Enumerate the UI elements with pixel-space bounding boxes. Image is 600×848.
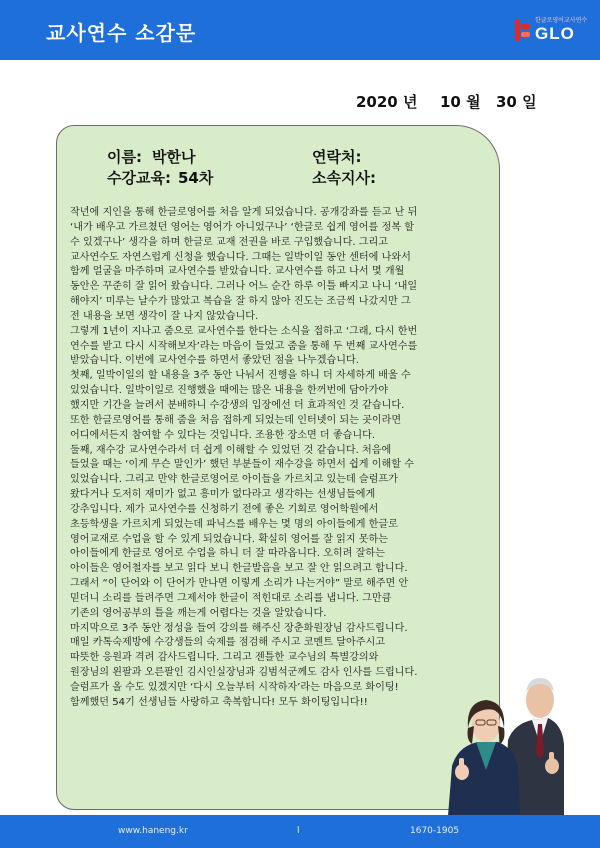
body-line: 따뜻한 응원과 격려 감사드립니다. 그리고 젠틀한 교수님의 특별강의와	[70, 652, 379, 664]
body-line: 둘째, 재수강 교사연수라서 더 쉽게 이해할 수 있었던 것 같습니다. 처음에	[70, 444, 392, 456]
body-line: 초등학생을 가르치게 되었는데 파닉스를 배우는 몇 명의 아이들에게 한글로	[70, 518, 398, 530]
body-line: 전 내용을 보면 생각이 잘 나지 않았습니다.	[70, 310, 259, 322]
branch-label: 소속지사:	[312, 169, 376, 187]
course-label: 수강교육:	[107, 169, 171, 187]
body-line: 아이들에게 한글로 영어로 수업을 하니 더 잘 따라옵니다. 오히려 잘하는	[70, 548, 385, 560]
date-day: 30 일	[496, 93, 537, 111]
body-line: 그래서 “이 단어와 이 단어가 만나면 이렇게 소리가 나는거야” 말로 해주면 안	[70, 578, 409, 590]
body-line: 매일 카톡숙제방에 수강생들의 숙제를 점검해 주시고 코멘트 달아주시고	[70, 637, 385, 649]
page-title: 교사연수 소감문	[46, 21, 197, 45]
body-line: ‘내가 배우고 가르쳤던 영어는 영어가 아니었구나’ ‘한글로 쉽게 영어를 정복 할	[70, 221, 414, 233]
two-teachers-photo-icon	[448, 648, 564, 816]
document-date	[356, 91, 537, 112]
body-line: 마지막으로 3주 동안 정성을 들여 강의를 해주신 장춘화원장님 감사드립니다.	[70, 622, 408, 634]
testimonial-body	[70, 206, 500, 711]
body-line: 슬럼프가 올 수도 있겠지만 ‘다시 오늘부터 시작하자’라는 마음으로 화이팅!	[70, 682, 399, 693]
body-line: 아이들은 영어철자를 보고 읽다 보니 한글발음을 보고 잘 안 읽으려고 합니다.	[70, 563, 408, 575]
body-line: 그렇게 1년이 지나고 줌으로 교사연수를 한다는 소식을 접하고 ‘그래, 다시 한번	[70, 325, 418, 337]
logo-text: GLO	[535, 24, 575, 43]
body-line: 어디에서든지 참여할 수 있다는 것입니다. 조용한 장소면 더 좋습니다.	[70, 429, 376, 441]
page-footer	[0, 815, 600, 848]
body-line: 해야지’ 미루는 날수가 많았고 복습을 잘 하지 않아 진도는 조금씩 나갔지만 그	[70, 296, 411, 308]
body-line: 연수를 받고 다시 시작해보자’라는 마음이 들었고 줌을 통해 두 번째 교사연수를	[70, 340, 418, 352]
page-header	[0, 0, 600, 60]
body-line: 또한 한글로영어를 통해 줌을 처음 접하게 되었는데 인터넷이 되는 곳이라면	[70, 414, 402, 426]
body-line: 동안은 꾸준히 잘 읽어 왔습니다. 그러나 어느 순간 하루 이틀 빠지고 나니 ‘내일	[70, 281, 418, 293]
course-value: 54차	[178, 169, 214, 187]
body-line: 첫째, 일박이일의 할 내용을 3주 동안 나눠서 진행을 하니 더 자세하게 배울 수	[70, 370, 411, 382]
date-year: 2020 년	[356, 93, 418, 111]
date-month: 10 월	[440, 93, 481, 111]
name-value: 박한나	[152, 148, 196, 166]
body-line: 작년에 지인을 통해 한글로영어를 처음 알게 되었습니다. 공개강좌를 듣고 난 뒤	[70, 207, 418, 218]
body-line: 있었습니다. 일박이일로 진행했을 때에는 많은 내용을 한꺼번에 담아가야	[70, 385, 389, 397]
body-line: 기존의 영어공부의 틀을 깨는게 어렵다는 것을 알았습니다.	[70, 607, 327, 619]
body-line: 들었을 때는 ‘이게 무슨 말인가’ 했던 부분들이 재수강을 하면서 쉽게 이해할 수	[70, 459, 414, 471]
body-line: 함께 얼굴을 마주하며 교사연수를 받았습니다. 교사연수를 하고 나서 몇 개월	[70, 266, 405, 278]
logo-subtext: 한글로영어교사연수	[535, 17, 588, 24]
footer-separator: l	[297, 826, 300, 836]
body-line: 있었습니다. 그리고 만약 한글로영어로 아이들을 가르치고 있는데 슬럼프가	[70, 474, 398, 486]
body-line: 강추입니다. 제가 교사연수를 신청하기 전에 좋은 기회로 영어학원에서	[70, 503, 379, 515]
body-line: 왔다거나 도저히 재미가 없고 흥미가 없다라고 생각하는 선생님들에게	[70, 489, 376, 501]
name-label: 이름:	[107, 148, 142, 166]
body-line: 영어교재로 수업을 할 수 있게 되었습니다. 확실히 영어를 잘 읽지 못하는	[70, 533, 389, 545]
body-line: 교사연수도 자연스럽게 신청을 했습니다. 그때는 일박이일 동안 센터에 나와서	[70, 251, 411, 263]
brand-logo	[512, 14, 586, 48]
body-line: 믿더니 소리를 들려주면 그제서야 한글이 적힌대로 소리를 냅니다. 그만큼	[70, 592, 392, 604]
footer-website[interactable]: www.haneng.kr	[118, 826, 188, 836]
body-line: 함께했던 54기 선생님들 사랑하고 축복합니다! 모두 화이팅입니다!!	[70, 696, 368, 708]
body-line: 받았습니다. 이번에 교사연수를 하면서 좋았던 점을 나누겠습니다.	[70, 355, 359, 367]
contact-label: 연락처:	[312, 148, 362, 166]
body-line: 수 있겠구나’ 생각을 하며 한글로 교재 전권을 바로 구입했습니다. 그리고	[70, 236, 389, 248]
footer-phone: 1670-1905	[410, 826, 460, 836]
body-line: 원장님의 왼팔과 오른팔인 김시인실장님과 김범석군께도 감사 인사를 드립니다.	[70, 667, 418, 679]
body-line: 했지만 기간을 늘려서 분배하니 수강생의 입장에선 더 효과적인 것 같습니다.	[70, 399, 405, 411]
logo-mark-icon	[512, 18, 532, 44]
